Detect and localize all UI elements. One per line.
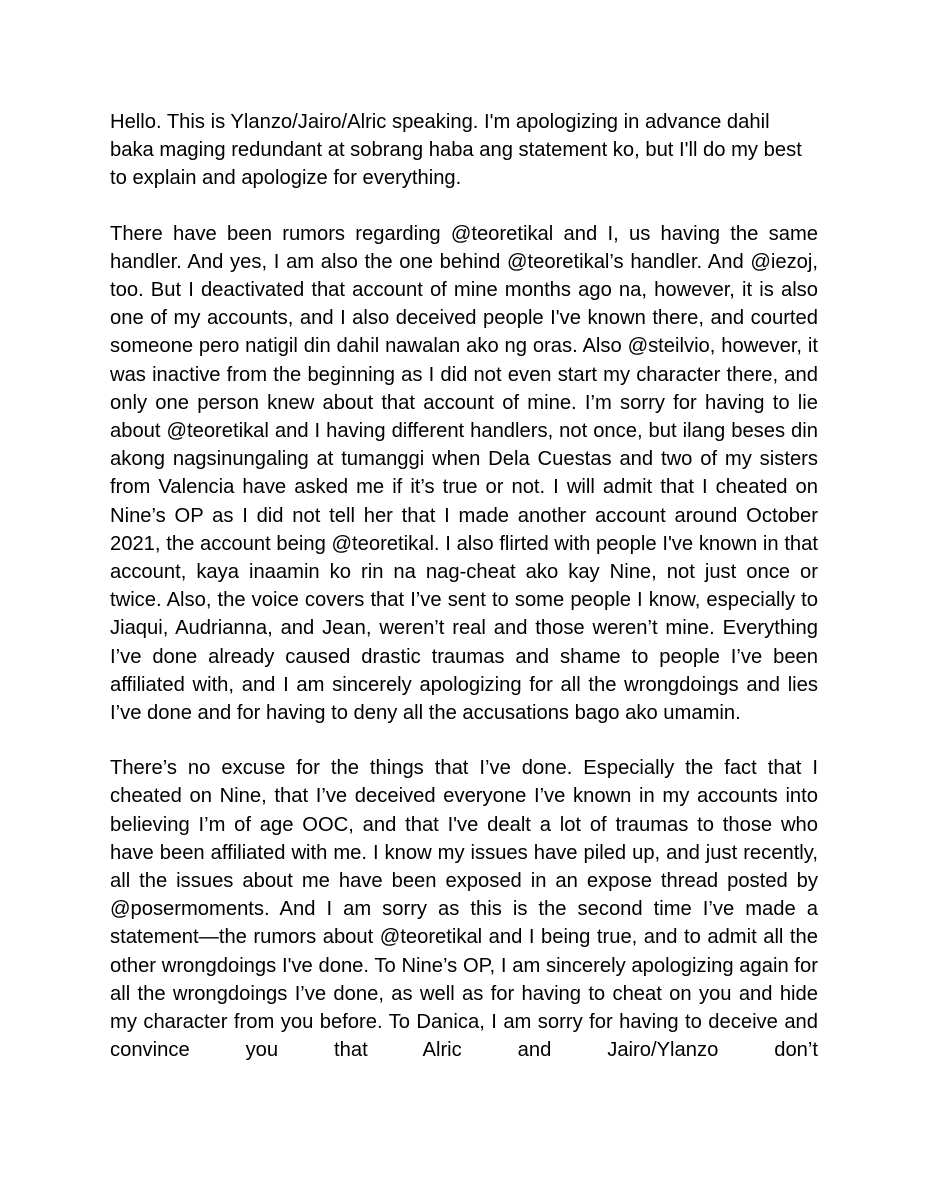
document-page [110,108,818,1065]
paragraph-confession: There have been rumors regarding @teoretikal and I, us having the same handler. And yes, I am also the one behind @teoretikal’s handler. And @iezoj, too. But I deactivated that account of mine months ago na, however, it is also one of my accounts, and I also deceived people I've known there, and courted someone pero natigil din dahil nawalan ako ng oras. Also @steilvio, however, it was inactive from the beginning as I did not even start my character there, and only one person knew about that account of mine. I’m sorry for having to lie about @teoretikal and I having different handlers, not once, but ilang beses din akong nagsinungaling at tumanggi when Dela Cuestas and two of my sisters from Valencia have asked me if it’s true or not. I will admit that I cheated on Nine’s OP as I did not tell her that I made another account around October 2021, the account being @teoretikal. I also flirted with people I've known in that account, kaya inaamin ko rin na nag-cheat ako kay Nine, not just once or twice. Also, the voice covers that I’ve sent to some people I know, especially to Jiaqui, Audrianna, and Jean, weren’t real and those weren’t mine. Everything I’ve done already caused drastic traumas and shame to people I’ve been affiliated with, and I am sincerely apologizing for all the wrongdoings and lies I’ve done and for having to deny all the accusations bago ako umamin. [110,222,818,725]
paragraph-intro: Hello. This is Ylanzo/Jairo/Alric speaking. I'm apologizing in advance dahil baka maging redundant at sobrang haba ang statement ko, but I'll do my best to explain and apologize for everything. [110,111,802,190]
paragraph-apology: There’s no excuse for the things that I’ve done. Especially the fact that I cheated on Nine, that I’ve deceived everyone I’ve known in my accounts into believing I’m of age OOC, and that I've dealt a lot of traumas to those who have been affiliated with me. I know my issues have piled up, and just recently, all the issues about me have been exposed in an expose thread posted by @posermoments. And I am sorry as this is the second time I’ve made a statement—the rumors about @teoretikal and I being true, and to admit all the other wrongdoings I've done. To Nine’s OP, I am sincerely apologizing again for all the wrongdoings I’ve done, as well as for having to cheat on you and hide my character from you before. To Danica, I am sorry for having to deceive and convince you that Alric and Jairo/Ylanzo don’t [110,757,818,1062]
